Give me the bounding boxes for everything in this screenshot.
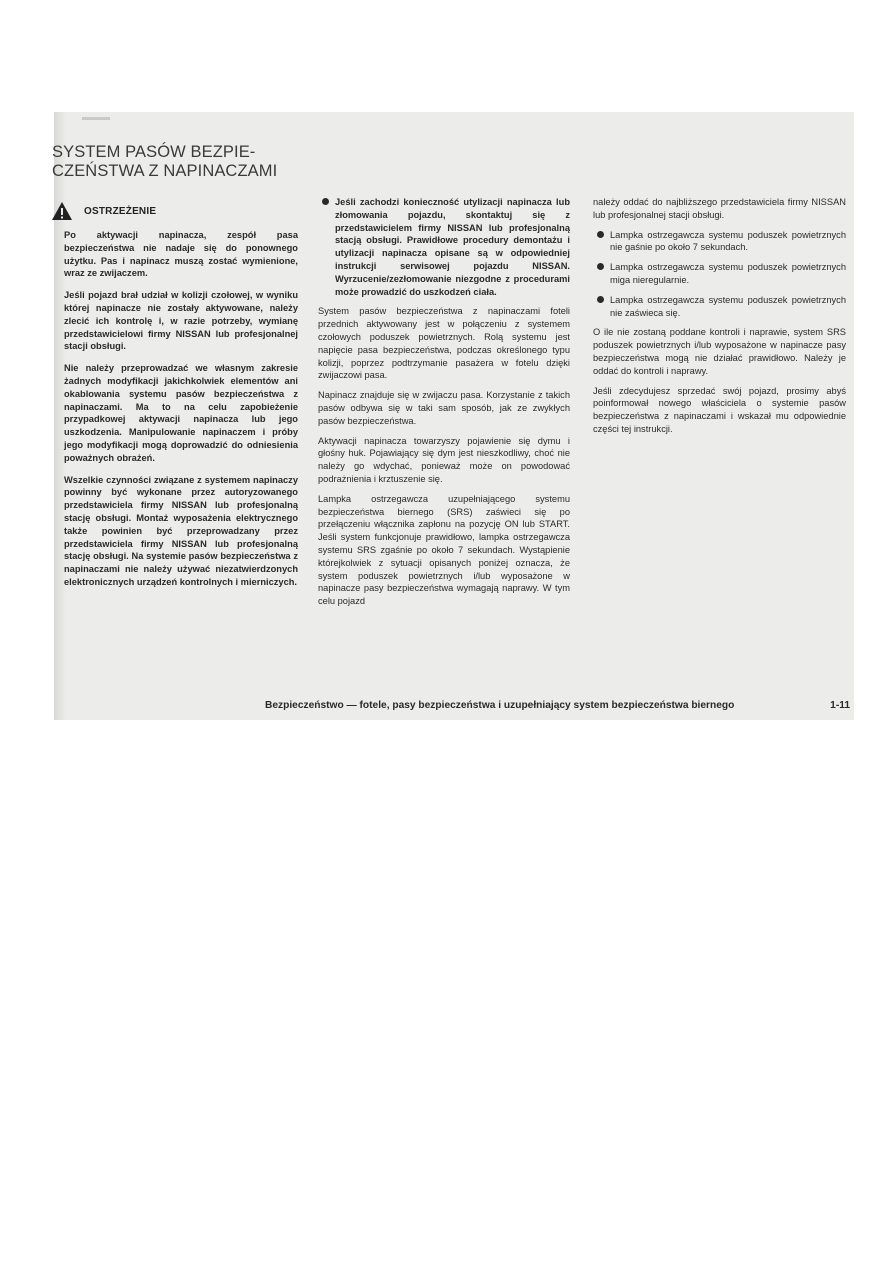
bullet-icon bbox=[597, 231, 604, 238]
bullet-item bbox=[318, 196, 570, 298]
bullet-icon bbox=[597, 296, 604, 303]
bullet-text: Lampka ostrzegawcza systemu poduszek powietrznych nie zaświeca się. bbox=[610, 294, 846, 318]
page-footer bbox=[265, 700, 850, 711]
paragraph: O ile nie zostaną poddane kontroli i naprawie, system SRS poduszek powietrznych i/lub wyposażone w napinacze pasy bezpieczeństwa mogą nie działać prawidłowo. Należy je oddać do kontroli i naprawy. bbox=[593, 327, 846, 376]
paragraph: Lampka ostrzegawcza uzupełniającego systemu bezpieczeństwa biernego (SRS) zaświeci się po przełączeniu włącznika zapłonu na pozycję ON lub START. Jeśli system funkcjonuje prawidłowo, lampka ostrzegawcza systemu SRS zgaśnie po około 7 sekundach. Wystąpienie którejkolwiek z sytuacji opisanych poniżej oznacza, że system poduszek powietrznych i/lub wyposażone w napinacze pasy bezpieczeństwa wymagają naprawy. W tym celu pojazd bbox=[318, 493, 570, 607]
warning-header bbox=[52, 202, 156, 220]
right-column bbox=[593, 196, 846, 443]
paragraph: System pasów bezpieczeństwa z napinaczami foteli przednich aktywowany jest w połączeniu z systemem czołowych poduszek powietrznych. Rolą systemu jest napięcie pasa bezpieczeństwa, podczas określonego typu kolizji, poprzez podtrzymanie pasażera w fotelu dzięki zwijaczowi pasa. bbox=[318, 306, 570, 381]
warning-column bbox=[58, 229, 298, 598]
bullet-item bbox=[593, 229, 846, 255]
page-number: 1-11 bbox=[830, 700, 850, 711]
bullet-item bbox=[593, 261, 846, 287]
bullet-item bbox=[593, 294, 846, 320]
middle-column bbox=[318, 196, 570, 615]
paragraph: Napinacz znajduje się w zwijaczu pasa. Korzystanie z takich pasów odbywa się w taki sam sposób, jak ze zwykłych pasów bezpieczeństwa. bbox=[318, 390, 570, 426]
scan-artifact bbox=[82, 117, 110, 120]
paragraph: należy oddać do najbliższego przedstawiciela firmy NISSAN lub profesjonalnej stacji obsługi. bbox=[593, 197, 846, 220]
bullet-icon bbox=[597, 263, 604, 270]
warning-item: Wszelkie czynności związane z systemem napinaczy powinny być wykonane przez autoryzowanego przedstawiciela firmy NISSAN lub profesjonalną stację obsługi. Montaż wyposażenia elektrycznego także powinien być przeprowadzany przez przedstawiciela firmy NISSAN lub profesjonalną stację obsługi. Na systemie pasów bezpieczeństwa z napinaczami nie należy używać niezatwierdzonych elektronicznych urządzeń kontrolnych i mierniczych. bbox=[64, 474, 298, 587]
warning-item: Po aktywacji napinacza, zespół pasa bezpieczeństwa nie nadaje się do ponownego użytku. Pas i napinacz muszą zostać wymienione, wraz ze zwijaczem. bbox=[64, 230, 298, 279]
warning-item: Nie należy przeprowadzać we własnym zakresie żadnych modyfikacji jakichkolwiek elementów ani okablowania systemu pasów bezpieczeństwa z napinaczami. Ma to na celu zapobieżenie przypadkowej aktywacji napinacza lub jego uszkodzenia. Manipulowanie napinaczem i próby jego modyfikacji mogą doprowadzić do odniesienia poważnych obrażeń. bbox=[64, 363, 298, 463]
bullet-text: Jeśli zachodzi konieczność utylizacji napinacza lub złomowania pojazdu, skontaktuj się z przedstawicielem firmy NISSAN lub profesjonalną stacją obsługi. Prawidłowe procedury demontażu i utylizacji napinacza opisane są w odpowiedniej instrukcji serwisowej pojazdu NISSAN. Wyrzucenie/zezłomowanie niezgodne z procedurami może prowadzić do uszkodzeń ciała. bbox=[335, 197, 570, 297]
footer-title: Bezpieczeństwo — fotele, pasy bezpieczeństwa i uzupełniający system bezpieczeństwa biernego bbox=[265, 700, 735, 711]
warning-item: Jeśli pojazd brał udział w kolizji czołowej, w wyniku której napinacze nie zostały aktywowane, należy zlecić ich kontrolę i, w razie potrzeby, wymianę przedstawicielowi firmy NISSAN lub profesjonalnej stacji obsługi. bbox=[64, 290, 298, 352]
section-title: SYSTEM PASÓW BEZPIE- CZEŃSTWA Z NAPINACZAMI bbox=[52, 143, 278, 180]
paragraph: Jeśli zdecydujesz sprzedać swój pojazd, prosimy abyś poinformował nowego właściciela o systemie pasów bezpieczeństwa z napinaczami i wskazał mu odpowiednie części tej instrukcji. bbox=[593, 385, 846, 434]
bullet-text: Lampka ostrzegawcza systemu poduszek powietrznych nie gaśnie po około 7 sekundach. bbox=[610, 229, 846, 253]
warning-triangle-icon bbox=[52, 202, 72, 220]
bullet-icon bbox=[322, 198, 329, 205]
paragraph: Aktywacji napinacza towarzyszy pojawienie się dymu i głośny huk. Pojawiający się dym jest nieszkodliwy, choć nie należy go wdychać, ponieważ może on powodować podrażnienia i krztuszenie się. bbox=[318, 435, 570, 484]
bullet-text: Lampka ostrzegawcza systemu poduszek powietrznych miga nieregularnie. bbox=[610, 262, 846, 285]
warning-label: OSTRZEŻENIE bbox=[84, 205, 157, 217]
